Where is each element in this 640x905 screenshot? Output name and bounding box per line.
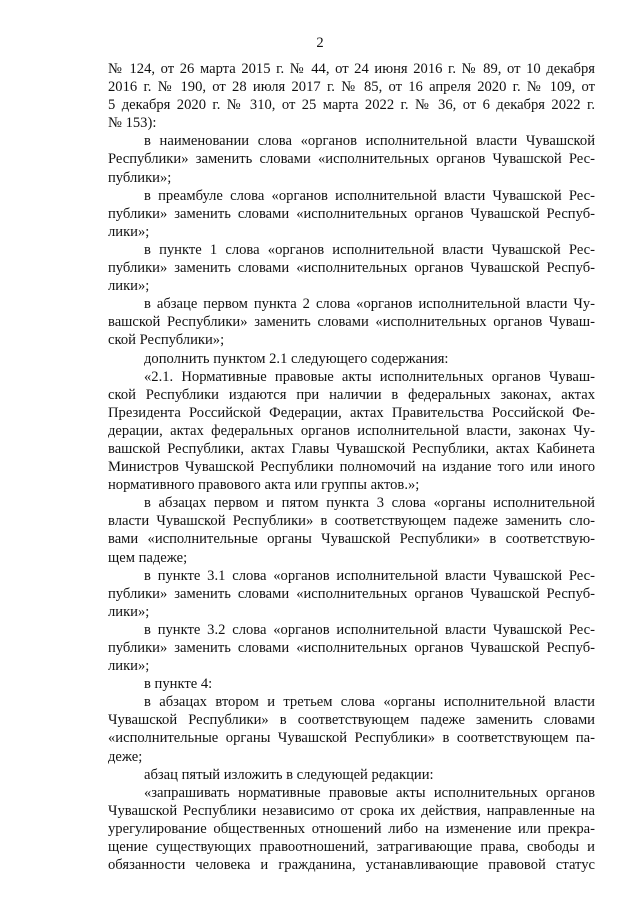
text-line: дополнить пунктом 2.1 следующего содержания: (144, 350, 449, 367)
text-line: публики»; (108, 169, 172, 186)
text-line: Президента Российской Федерации, актах Правительства Российской Фе- (108, 404, 595, 421)
text-line: в пункте 1 слова «органов исполнительной власти Чувашской Рес- (144, 241, 595, 258)
text-line: публики» заменить словами «исполнительных органов Чувашской Респуб- (108, 640, 595, 656)
text-line: в пункте 3.2 слова «органов исполнительной власти Чувашской Рес- (144, 621, 595, 638)
text-line: № 124, от 26 марта 2015 г. № 44, от 24 июня 2016 г. № 89, от 10 декабря (108, 61, 595, 77)
text-line: лики»; (108, 658, 150, 675)
text-line: «2.1. Нормативные правовые акты исполнительных органов Чуваш- (144, 368, 595, 385)
text-line: лики»; (108, 223, 150, 240)
text-line: лики»; (108, 278, 150, 295)
text-line: вашской Республики» заменить словами «исполнительных органов Чуваш- (108, 314, 595, 331)
text-line: ской Республики издаются при наличии в федеральных законах, актах (108, 386, 595, 403)
text-line: щение существующих правоотношений, затрагивающие права, свободы и (108, 839, 595, 856)
page-number: 2 (316, 35, 324, 51)
text-line: в наименовании слова «органов исполнительной власти Чувашской (144, 133, 595, 150)
text-line: в абзацах втором и третьем слова «органы исполнительной власти (144, 694, 595, 711)
text-line: обязанности человека и гражданина, устанавливающие правовой статус (108, 857, 595, 874)
text-line: публики» заменить словами «исполнительных органов Чувашской Респуб- (108, 260, 595, 277)
text-line: вами «исполнительные органы Чувашской Республики» в соответствую- (108, 531, 595, 548)
text-line: щем падеже; (108, 549, 188, 566)
text-line: Чувашской Республики независимо от срока их действия, направленные на (108, 802, 595, 819)
text-line: абзац пятый изложить в следующей редакции: (144, 766, 434, 783)
text-line: в абзацах первом и пятом пункта 3 слова «органы исполнительной (144, 495, 595, 512)
text-line: в пункте 3.1 слова «органов исполнительной власти Чувашской Рес- (144, 567, 595, 584)
text-line: ской Республики»; (108, 332, 225, 349)
text-line: урегулирование общественных отношений либо на изменение или прекра- (108, 820, 595, 837)
text-line: вашской Республики, актах Главы Чувашской Республики, актах Кабинета (108, 440, 595, 457)
text-line: лики»; (108, 603, 150, 620)
text-line: публики» заменить словами «исполнительных органов Чувашской Респуб- (108, 205, 595, 222)
text-line: 2016 г. № 190, от 28 июля 2017 г. № 85, от 16 апреля 2020 г. № 109, от (108, 79, 595, 96)
text-line: публики» заменить словами «исполнительных органов Чувашской Респуб- (108, 585, 595, 602)
text-line: в пункте 4: (144, 676, 213, 693)
document-body-text (108, 60, 595, 874)
text-line: дерации, актах федеральных органов исполнительной власти, законах Чу- (108, 422, 595, 439)
text-line: Министров Чувашской Республики полномочий на издание того или иного (108, 459, 595, 476)
text-line: Республики» заменить словами «исполнительных органов Чувашской Рес- (108, 151, 595, 168)
text-line: в абзаце первом пункта 2 слова «органов исполнительной власти Чу- (144, 296, 595, 313)
text-line: «запрашивать нормативные правовые акты исполнительных органов (144, 784, 595, 801)
text-line: Чувашской Республики» в соответствующем падеже заменить словами (108, 712, 595, 729)
text-line: в преамбуле слова «органов исполнительной власти Чувашской Рес- (144, 187, 595, 204)
text-line: власти Чувашской Республики» в соответствующем падеже заменить сло- (108, 513, 595, 530)
text-line: № 153): (108, 115, 157, 132)
text-line: «исполнительные органы Чувашской Республики» в соответствующем па- (108, 730, 595, 747)
text-line: нормативного правового акта или группы актов.»; (108, 477, 420, 494)
text-line: деже; (108, 748, 143, 765)
text-line: 5 декабря 2020 г. № 310, от 25 марта 2022 г. № 36, от 6 декабря 2022 г. (108, 97, 595, 114)
